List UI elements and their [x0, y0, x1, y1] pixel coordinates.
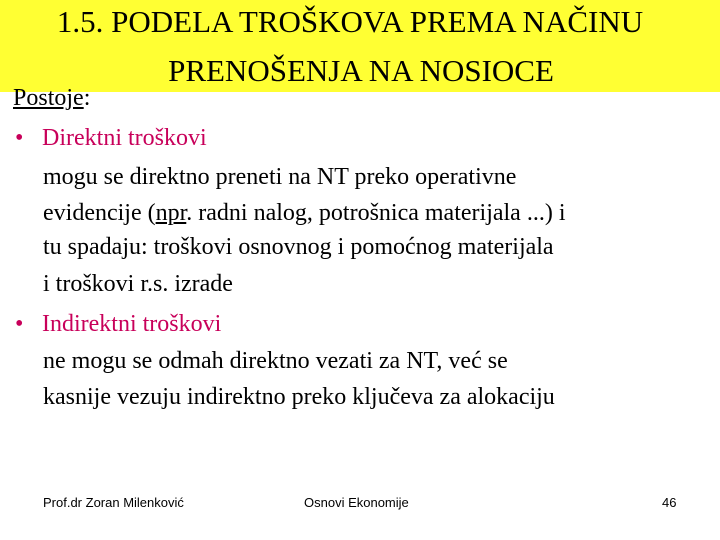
intro-colon: :: [83, 85, 91, 111]
bullet-body-line: tu spadaju: troškovi osnovnog i pomoćnog materijala: [43, 234, 554, 260]
bullet-body-line: mogu se direktno preneti na NT preko operativne: [43, 164, 517, 190]
bullet-body-line: i troškovi r.s. izrade: [43, 271, 233, 297]
footer-course: Osnovi Ekonomije: [304, 495, 409, 510]
bullet-indirect-costs: [15, 310, 221, 338]
abbreviation: npr: [155, 200, 187, 226]
bullet-heading: Indirektni troškovi: [42, 311, 222, 337]
bullet-body-line: kasnije vezuju indirektno preko ključeva za alokaciju: [43, 384, 555, 410]
text-fragment: evidencije (: [43, 200, 156, 226]
bullet-heading: Direktni troškovi: [42, 125, 207, 151]
footer-author: Prof.dr Zoran Milenković: [43, 495, 184, 510]
text-fragment: . radni nalog, potrošnica materijala ...) i: [186, 200, 566, 226]
bullet-body-line: ne mogu se odmah direktno vezati za NT, već se: [43, 348, 508, 374]
bullet-marker: •: [15, 125, 24, 151]
slide-title-line-1: 1.5. PODELA TROŠKOVA PREMA NAČINU: [56, 4, 644, 39]
bullet-marker: •: [15, 311, 24, 337]
footer-page-number: 46: [662, 495, 677, 510]
intro-text: [13, 84, 90, 112]
intro-word: Postoje: [13, 85, 84, 111]
bullet-direct-costs: [15, 124, 207, 152]
slide-title-line-2: PRENOŠENJA NA NOSIOCE: [168, 53, 554, 88]
bullet-body-line: [43, 199, 566, 227]
